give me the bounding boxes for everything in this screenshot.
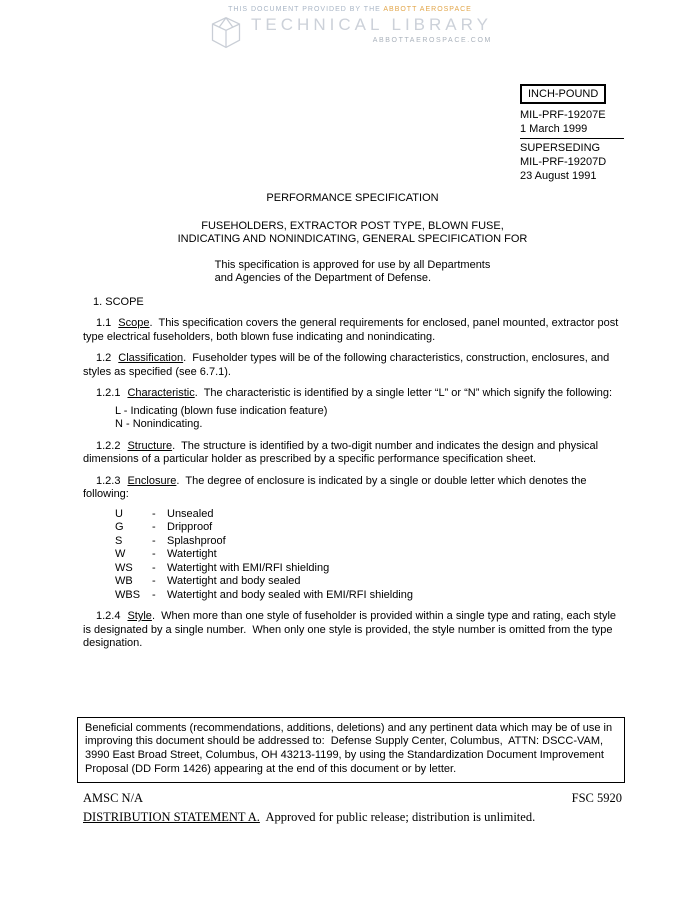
enclosure-separator: - bbox=[152, 575, 156, 587]
document-id-block bbox=[520, 84, 630, 183]
enclosure-code: W bbox=[115, 548, 126, 560]
enclosure-separator: - bbox=[152, 548, 156, 560]
spec-type-title: PERFORMANCE SPECIFICATION bbox=[266, 192, 439, 204]
library-header bbox=[0, 0, 700, 51]
enclosure-code: WBS bbox=[115, 588, 141, 601]
beneficial-comments-box: Beneficial comments (recommendations, additions, deletions) and any pertinent data which may be of use in improving this document should be addressed to: Defense Supply Center, Columbus, ATTN: DSCC-VAM, 3990 East Broad Street, Columbus, OH 43213-1199, by using the Standardization Document Improvement Proposal (DD Form 1426) appearing at the end of this document or by letter. bbox=[77, 717, 625, 783]
list-item bbox=[115, 589, 622, 603]
fsc-code: FSC 5920 bbox=[571, 790, 622, 805]
provided-by-line bbox=[228, 5, 472, 14]
inch-pound-box: INCH-POUND bbox=[520, 84, 606, 104]
document-date: 1 March 1999 bbox=[520, 123, 588, 135]
enclosure-separator: - bbox=[152, 521, 156, 533]
enclosure-description: Watertight and body sealed with EMI/RFI shielding bbox=[167, 588, 413, 601]
paragraph-1-2 bbox=[83, 352, 622, 379]
provided-brand: ABBOTT AEROSPACE bbox=[383, 6, 472, 13]
subject-line-1: FUSEHOLDERS, EXTRACTOR POST TYPE, BLOWN FUSE, bbox=[201, 219, 504, 232]
list-item: N - Nonindicating. bbox=[115, 418, 203, 430]
library-title: TECHNICAL LIBRARY bbox=[251, 15, 492, 34]
cube-logo-icon bbox=[208, 15, 244, 51]
enclosure-list bbox=[115, 508, 622, 603]
enclosure-separator: - bbox=[152, 588, 156, 601]
superseding-label: SUPERSEDING bbox=[520, 142, 601, 154]
approval-line-1: This specification is approved for use by all Departments bbox=[214, 258, 491, 271]
superseded-number: MIL-PRF-19207D bbox=[520, 156, 607, 168]
amsc-code: AMSC N/A bbox=[83, 790, 144, 805]
paragraph-number: 1.2.1 bbox=[96, 387, 121, 399]
paragraph-number: 1.2.2 bbox=[96, 439, 121, 452]
paragraph-text: . The characteristic is identified by a single letter “L” or “N” which signify the following: bbox=[194, 387, 613, 399]
library-logo-block bbox=[208, 5, 492, 51]
title-block bbox=[83, 192, 622, 286]
list-item bbox=[115, 575, 622, 589]
enclosure-code: S bbox=[115, 534, 123, 547]
paragraph-1-2-2 bbox=[83, 440, 622, 467]
enclosure-separator: - bbox=[152, 534, 156, 547]
paragraph-title: Style bbox=[127, 610, 152, 622]
paragraph-number: 1.2.3 bbox=[96, 474, 121, 487]
paragraph-number: 1.1 bbox=[96, 317, 112, 329]
paragraph-number: 1.2 bbox=[96, 352, 112, 364]
list-item bbox=[115, 548, 622, 562]
distribution-statement-text: Approved for public release; distribution is unlimited. bbox=[259, 810, 536, 825]
enclosure-description: Watertight and body sealed bbox=[167, 575, 301, 587]
list-item bbox=[115, 521, 622, 535]
distribution-statement bbox=[83, 811, 622, 825]
list-item bbox=[115, 535, 622, 549]
subject-line-2: INDICATING AND NONINDICATING, GENERAL SPECIFICATION FOR bbox=[177, 233, 528, 245]
enclosure-code: U bbox=[115, 507, 123, 520]
enclosure-code: WS bbox=[115, 561, 133, 574]
paragraph-title: Scope bbox=[118, 317, 150, 329]
document-content bbox=[83, 192, 622, 825]
paragraph-text: . The degree of enclosure is indicated by a single or double letter which denotes the following: bbox=[83, 474, 590, 500]
superseded-date: 23 August 1991 bbox=[520, 170, 597, 182]
paragraph-text: . The structure is identified by a two-digit number and indicates the design and physical dimensions of a particular holder as prescribed by a specific performance specification sheet. bbox=[83, 439, 602, 465]
enclosure-separator: - bbox=[152, 561, 156, 574]
library-title-block bbox=[251, 15, 492, 44]
superseding-divider bbox=[520, 138, 624, 139]
enclosure-code: G bbox=[115, 521, 124, 533]
list-item bbox=[115, 508, 622, 522]
paragraph-title: Classification bbox=[118, 352, 184, 364]
paragraph-number: 1.2.4 bbox=[96, 610, 121, 622]
enclosure-description: Watertight with EMI/RFI shielding bbox=[167, 561, 330, 574]
section-heading-scope: 1. SCOPE bbox=[93, 295, 144, 308]
enclosure-description: Dripproof bbox=[167, 521, 213, 533]
characteristic-list bbox=[115, 405, 622, 432]
enclosure-description: Watertight bbox=[167, 548, 217, 560]
library-logo-row bbox=[208, 15, 492, 51]
distribution-statement-title: DISTRIBUTION STATEMENT A. bbox=[83, 810, 260, 825]
approval-statement bbox=[215, 259, 491, 286]
paragraph-1-1 bbox=[83, 317, 622, 344]
enclosure-code: WB bbox=[115, 575, 133, 587]
paragraph-title: Characteristic bbox=[127, 387, 195, 399]
paragraph-text: . Fuseholder types will be of the following characteristics, construction, enclosures, and styles as specified (see 6.7.1). bbox=[83, 352, 613, 378]
provided-prefix: THIS DOCUMENT PROVIDED BY THE bbox=[228, 6, 381, 13]
enclosure-separator: - bbox=[152, 507, 156, 520]
paragraph-1-2-3 bbox=[83, 475, 622, 502]
paragraph-title: Structure bbox=[127, 439, 173, 452]
library-site-url: ABBOTTAEROSPACE.COM bbox=[372, 37, 492, 44]
paragraph-text: . When more than one style of fuseholder is provided within a single type and rating, each style is designated by a single number. When only one style is provided, the style number is omitted from the type designation. bbox=[83, 610, 620, 649]
enclosure-description: Unsealed bbox=[167, 507, 214, 520]
footer-codes-row bbox=[83, 792, 622, 806]
paragraph-1-2-1 bbox=[83, 387, 622, 401]
page-footer bbox=[83, 792, 622, 825]
list-item: L - Indicating (blown fuse indication feature) bbox=[115, 404, 328, 417]
approval-line-2: and Agencies of the Department of Defense. bbox=[214, 272, 432, 284]
list-item bbox=[115, 562, 622, 576]
paragraph-text: . This specification covers the general requirements for enclosed, panel mounted, extractor post type electrical fuseholders, both blown fuse indicating and nonindicating. bbox=[83, 317, 622, 343]
document-number: MIL-PRF-19207E bbox=[520, 109, 606, 121]
enclosure-description: Splashproof bbox=[167, 534, 226, 547]
paragraph-title: Enclosure bbox=[127, 474, 177, 487]
paragraph-1-2-4 bbox=[83, 610, 622, 651]
